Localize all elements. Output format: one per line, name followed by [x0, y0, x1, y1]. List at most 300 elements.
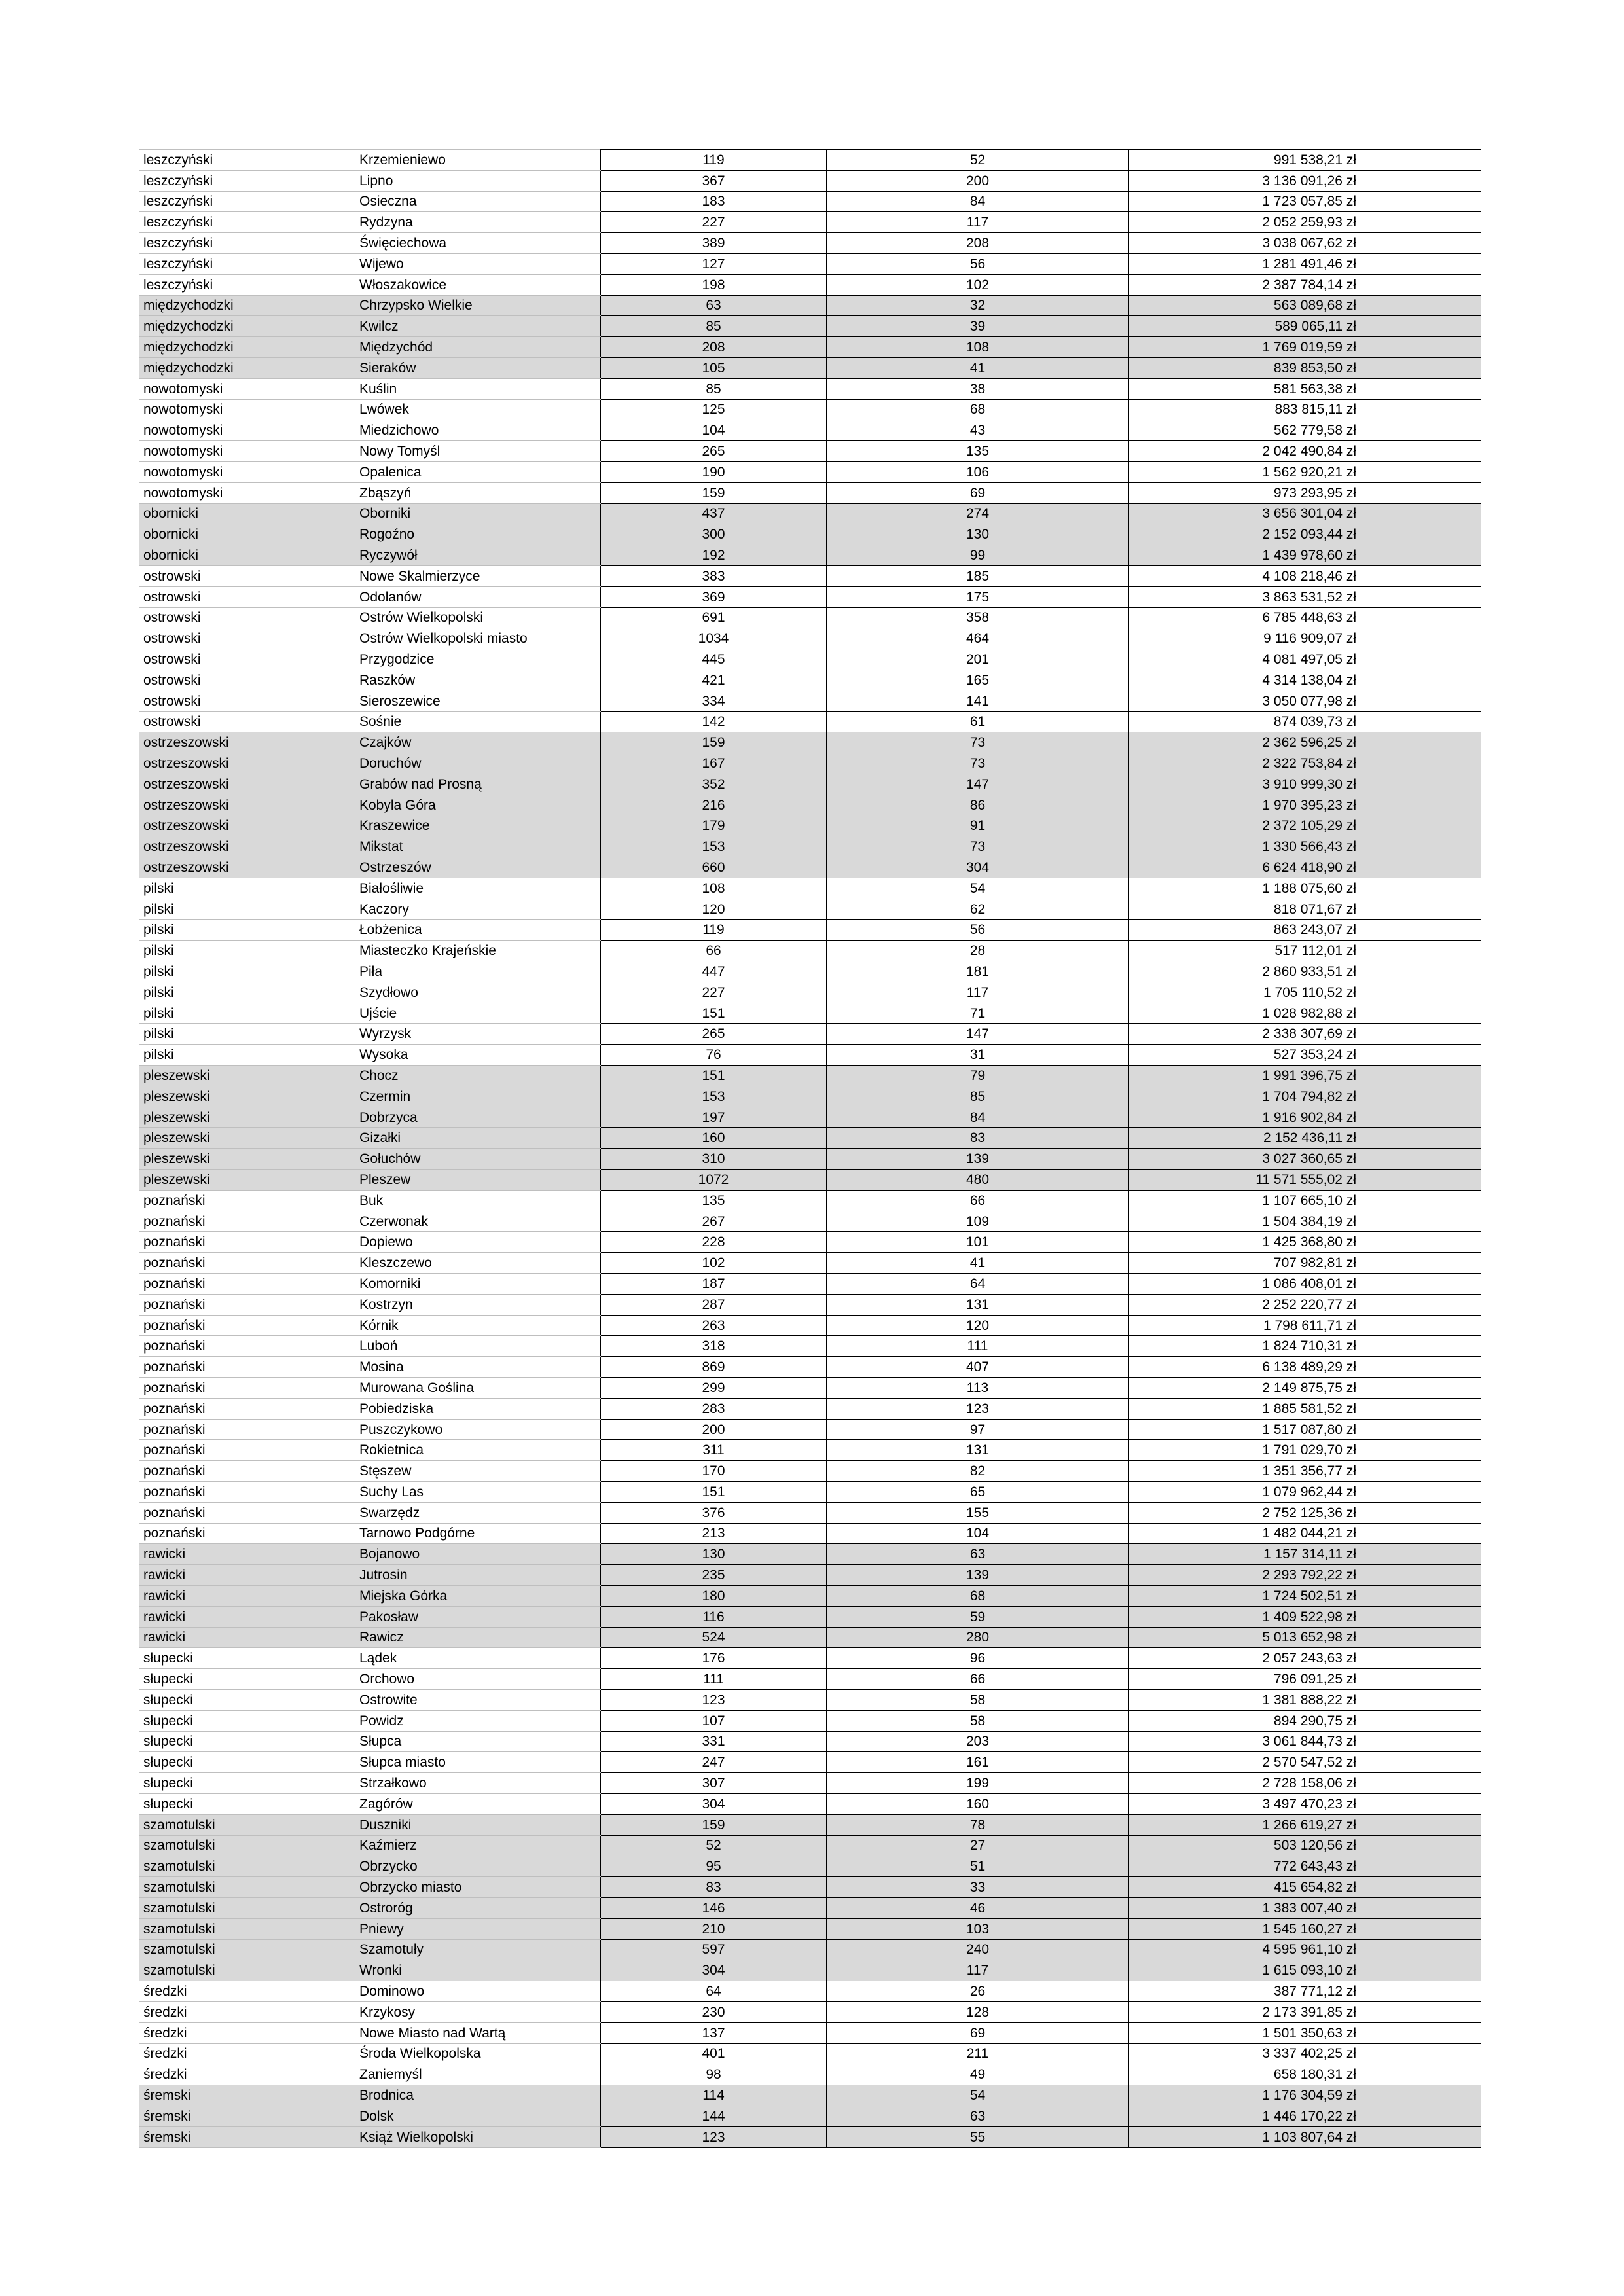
county-cell: poznański [139, 1357, 355, 1378]
count-b-cell: 52 [827, 150, 1129, 171]
table-row [139, 233, 1481, 254]
table-row [139, 774, 1481, 795]
count-b-cell: 33 [827, 1877, 1129, 1898]
count-a-cell: 119 [601, 150, 827, 171]
amount-cell: 9 116 909,07 zł [1129, 628, 1481, 649]
amount-cell: 2 052 259,93 zł [1129, 212, 1481, 233]
county-cell: ostrowski [139, 649, 355, 670]
table-row [139, 857, 1481, 878]
count-a-cell: 304 [601, 1793, 827, 1814]
municipality-cell: Brodnica [355, 2085, 601, 2106]
count-a-cell: 83 [601, 1877, 827, 1898]
count-b-cell: 58 [827, 1689, 1129, 1710]
count-b-cell: 175 [827, 586, 1129, 607]
county-cell: rawicki [139, 1544, 355, 1565]
table-row [139, 1918, 1481, 1939]
count-b-cell: 69 [827, 482, 1129, 503]
count-a-cell: 85 [601, 378, 827, 399]
municipality-cell: Kleszczewo [355, 1253, 601, 1274]
county-cell: poznański [139, 1523, 355, 1544]
municipality-cell: Gołuchów [355, 1149, 601, 1170]
count-a-cell: 52 [601, 1835, 827, 1856]
amount-cell: 3 497 470,23 zł [1129, 1793, 1481, 1814]
table-row [139, 1710, 1481, 1731]
amount-cell: 2 752 125,36 zł [1129, 1502, 1481, 1523]
county-cell: pilski [139, 982, 355, 1003]
count-b-cell: 147 [827, 1024, 1129, 1045]
municipality-cell: Ostrów Wielkopolski [355, 607, 601, 628]
county-cell: poznański [139, 1378, 355, 1399]
table-row [139, 1648, 1481, 1669]
count-a-cell: 111 [601, 1669, 827, 1690]
table-row [139, 1731, 1481, 1752]
county-cell: nowotomyski [139, 461, 355, 482]
amount-cell: 3 337 402,25 zł [1129, 2043, 1481, 2064]
count-b-cell: 208 [827, 233, 1129, 254]
amount-cell: 1 615 093,10 zł [1129, 1960, 1481, 1981]
municipality-cell: Ujście [355, 1003, 601, 1024]
count-b-cell: 155 [827, 1502, 1129, 1523]
count-b-cell: 117 [827, 982, 1129, 1003]
count-b-cell: 65 [827, 1482, 1129, 1503]
count-b-cell: 91 [827, 816, 1129, 836]
municipality-cell: Wysoka [355, 1045, 601, 1066]
municipality-cell: Zbąszyń [355, 482, 601, 503]
county-cell: słupecki [139, 1773, 355, 1794]
municipality-cell: Białośliwie [355, 878, 601, 899]
municipality-cell: Lądek [355, 1648, 601, 1669]
count-b-cell: 73 [827, 836, 1129, 857]
table-row [139, 1814, 1481, 1835]
county-cell: słupecki [139, 1689, 355, 1710]
municipality-cell: Krzykosy [355, 2001, 601, 2022]
table-row [139, 378, 1481, 399]
count-a-cell: 208 [601, 337, 827, 358]
count-b-cell: 130 [827, 524, 1129, 545]
amount-cell: 1 970 395,23 zł [1129, 795, 1481, 816]
count-a-cell: 213 [601, 1523, 827, 1544]
municipality-cell: Wronki [355, 1960, 601, 1981]
count-a-cell: 137 [601, 2022, 827, 2043]
table-row [139, 1419, 1481, 1440]
amount-cell: 415 654,82 zł [1129, 1877, 1481, 1898]
table-row [139, 732, 1481, 753]
municipality-cell: Tarnowo Podgórne [355, 1523, 601, 1544]
table-row [139, 1897, 1481, 1918]
count-b-cell: 41 [827, 1253, 1129, 1274]
table-row [139, 1482, 1481, 1503]
count-b-cell: 106 [827, 461, 1129, 482]
table-row [139, 524, 1481, 545]
count-b-cell: 85 [827, 1086, 1129, 1107]
municipality-cell: Mosina [355, 1357, 601, 1378]
amount-cell: 863 243,07 zł [1129, 920, 1481, 941]
municipality-cell: Książ Wielkopolski [355, 2126, 601, 2147]
county-cell: międzychodzki [139, 295, 355, 316]
county-cell: pleszewski [139, 1128, 355, 1149]
count-a-cell: 170 [601, 1461, 827, 1482]
county-cell: ostrzeszowski [139, 774, 355, 795]
municipality-cell: Dominowo [355, 1981, 601, 2002]
count-a-cell: 216 [601, 795, 827, 816]
county-cell: leszczyński [139, 233, 355, 254]
amount-cell: 1 798 611,71 zł [1129, 1315, 1481, 1336]
amount-cell: 2 570 547,52 zł [1129, 1752, 1481, 1773]
count-a-cell: 597 [601, 1939, 827, 1960]
municipality-cell: Raszków [355, 670, 601, 691]
municipality-cell: Rawicz [355, 1627, 601, 1648]
municipality-cell: Sieroszewice [355, 691, 601, 711]
count-a-cell: 105 [601, 357, 827, 378]
table-row [139, 1939, 1481, 1960]
county-cell: słupecki [139, 1710, 355, 1731]
count-a-cell: 123 [601, 1689, 827, 1710]
county-cell: nowotomyski [139, 420, 355, 441]
table-row [139, 212, 1481, 233]
count-a-cell: 524 [601, 1627, 827, 1648]
table-row [139, 670, 1481, 691]
municipality-cell: Swarzędz [355, 1502, 601, 1523]
table-row [139, 1294, 1481, 1315]
count-a-cell: 1072 [601, 1170, 827, 1191]
count-b-cell: 73 [827, 753, 1129, 774]
table-row [139, 150, 1481, 171]
municipality-cell: Osieczna [355, 191, 601, 212]
count-b-cell: 185 [827, 565, 1129, 586]
county-cell: ostrzeszowski [139, 753, 355, 774]
municipality-cell: Orchowo [355, 1669, 601, 1690]
count-a-cell: 151 [601, 1003, 827, 1024]
count-a-cell: 869 [601, 1357, 827, 1378]
table-row [139, 1086, 1481, 1107]
count-a-cell: 334 [601, 691, 827, 711]
amount-cell: 1 769 019,59 zł [1129, 337, 1481, 358]
municipality-cell: Łobżenica [355, 920, 601, 941]
amount-cell: 3 027 360,65 zł [1129, 1149, 1481, 1170]
amount-cell: 991 538,21 zł [1129, 150, 1481, 171]
count-a-cell: 76 [601, 1045, 827, 1066]
county-cell: szamotulski [139, 1856, 355, 1877]
count-b-cell: 117 [827, 1960, 1129, 1981]
county-cell: pilski [139, 1045, 355, 1066]
table-row [139, 941, 1481, 961]
count-a-cell: 230 [601, 2001, 827, 2022]
county-cell: międzychodzki [139, 337, 355, 358]
count-b-cell: 61 [827, 711, 1129, 732]
municipality-cell: Kórnik [355, 1315, 601, 1336]
amount-cell: 818 071,67 zł [1129, 899, 1481, 920]
table-row [139, 2106, 1481, 2126]
count-a-cell: 144 [601, 2106, 827, 2126]
count-a-cell: 265 [601, 441, 827, 462]
county-cell: ostrzeszowski [139, 732, 355, 753]
county-cell: poznański [139, 1294, 355, 1315]
county-cell: leszczyński [139, 191, 355, 212]
amount-cell: 1 266 619,27 zł [1129, 1814, 1481, 1835]
count-a-cell: 108 [601, 878, 827, 899]
municipality-cell: Duszniki [355, 1814, 601, 1835]
count-a-cell: 104 [601, 420, 827, 441]
municipality-cell: Kostrzyn [355, 1294, 601, 1315]
count-a-cell: 1034 [601, 628, 827, 649]
municipality-cell: Czajków [355, 732, 601, 753]
count-a-cell: 227 [601, 212, 827, 233]
count-b-cell: 201 [827, 649, 1129, 670]
municipality-cell: Ostrzeszów [355, 857, 601, 878]
county-cell: rawicki [139, 1565, 355, 1586]
table-row [139, 399, 1481, 420]
county-cell: średzki [139, 2043, 355, 2064]
amount-cell: 2 152 436,11 zł [1129, 1128, 1481, 1149]
count-a-cell: 125 [601, 399, 827, 420]
municipality-cell: Szamotuły [355, 1939, 601, 1960]
county-cell: szamotulski [139, 1897, 355, 1918]
municipality-cell: Przygodzice [355, 649, 601, 670]
table-row [139, 461, 1481, 482]
municipality-cell: Ostrowite [355, 1689, 601, 1710]
municipality-cell: Święciechowa [355, 233, 601, 254]
table-row [139, 1960, 1481, 1981]
count-a-cell: 190 [601, 461, 827, 482]
amount-cell: 1 824 710,31 zł [1129, 1336, 1481, 1357]
count-b-cell: 82 [827, 1461, 1129, 1482]
count-a-cell: 267 [601, 1211, 827, 1232]
municipality-cell: Puszczykowo [355, 1419, 601, 1440]
amount-cell: 1 351 356,77 zł [1129, 1461, 1481, 1482]
amount-cell: 1 439 978,60 zł [1129, 545, 1481, 566]
count-a-cell: 66 [601, 941, 827, 961]
amount-cell: 883 815,11 zł [1129, 399, 1481, 420]
municipality-cell: Suchy Las [355, 1482, 601, 1503]
amount-cell: 589 065,11 zł [1129, 316, 1481, 337]
amount-cell: 3 038 067,62 zł [1129, 233, 1481, 254]
table-row [139, 628, 1481, 649]
count-a-cell: 445 [601, 649, 827, 670]
county-cell: poznański [139, 1419, 355, 1440]
county-cell: leszczyński [139, 253, 355, 274]
municipality-cell: Obrzycko [355, 1856, 601, 1877]
county-cell: średzki [139, 2022, 355, 2043]
table-row [139, 2043, 1481, 2064]
count-a-cell: 660 [601, 857, 827, 878]
amount-cell: 3 910 999,30 zł [1129, 774, 1481, 795]
municipality-cell: Miasteczko Krajeńskie [355, 941, 601, 961]
municipality-cell: Miedzichowo [355, 420, 601, 441]
county-cell: słupecki [139, 1731, 355, 1752]
municipality-cell: Sieraków [355, 357, 601, 378]
county-cell: poznański [139, 1482, 355, 1503]
table-row [139, 836, 1481, 857]
count-a-cell: 200 [601, 1419, 827, 1440]
table-row [139, 482, 1481, 503]
count-a-cell: 102 [601, 1253, 827, 1274]
county-cell: nowotomyski [139, 378, 355, 399]
table-row [139, 1045, 1481, 1066]
table-row [139, 961, 1481, 982]
county-cell: obornicki [139, 545, 355, 566]
amount-cell: 2 252 220,77 zł [1129, 1294, 1481, 1315]
municipality-cell: Kobyla Góra [355, 795, 601, 816]
count-a-cell: 691 [601, 607, 827, 628]
county-cell: pleszewski [139, 1066, 355, 1086]
table-row [139, 753, 1481, 774]
municipality-cell: Rogoźno [355, 524, 601, 545]
amount-cell: 1 504 384,19 zł [1129, 1211, 1481, 1232]
count-b-cell: 123 [827, 1398, 1129, 1419]
municipality-cell: Pniewy [355, 1918, 601, 1939]
amount-cell: 2 042 490,84 zł [1129, 441, 1481, 462]
table-row [139, 1003, 1481, 1024]
municipality-cell: Zagórów [355, 1793, 601, 1814]
count-b-cell: 103 [827, 1918, 1129, 1939]
table-row [139, 1440, 1481, 1461]
county-cell: ostrowski [139, 691, 355, 711]
municipality-cell: Opalenica [355, 461, 601, 482]
table-row [139, 711, 1481, 732]
amount-cell: 4 314 138,04 zł [1129, 670, 1481, 691]
amount-cell: 1 482 044,21 zł [1129, 1523, 1481, 1544]
count-b-cell: 199 [827, 1773, 1129, 1794]
count-a-cell: 130 [601, 1544, 827, 1565]
amount-cell: 6 138 489,29 zł [1129, 1357, 1481, 1378]
count-b-cell: 51 [827, 1856, 1129, 1877]
table-row [139, 274, 1481, 295]
amount-cell: 387 771,12 zł [1129, 1981, 1481, 2002]
amount-cell: 1 446 170,22 zł [1129, 2106, 1481, 2126]
amount-cell: 658 180,31 zł [1129, 2064, 1481, 2085]
county-cell: poznański [139, 1398, 355, 1419]
count-b-cell: 86 [827, 795, 1129, 816]
county-cell: średzki [139, 2064, 355, 2085]
municipality-cell: Dopiewo [355, 1232, 601, 1253]
count-b-cell: 147 [827, 774, 1129, 795]
count-a-cell: 311 [601, 1440, 827, 1461]
count-b-cell: 71 [827, 1003, 1129, 1024]
count-b-cell: 108 [827, 337, 1129, 358]
amount-cell: 562 779,58 zł [1129, 420, 1481, 441]
amount-cell: 894 290,75 zł [1129, 1710, 1481, 1731]
county-cell: pleszewski [139, 1086, 355, 1107]
table-row [139, 1149, 1481, 1170]
amount-cell: 2 728 158,06 zł [1129, 1773, 1481, 1794]
municipality-cell: Grabów nad Prosną [355, 774, 601, 795]
count-a-cell: 376 [601, 1502, 827, 1523]
count-b-cell: 56 [827, 920, 1129, 941]
count-b-cell: 141 [827, 691, 1129, 711]
count-b-cell: 135 [827, 441, 1129, 462]
table-row [139, 2085, 1481, 2106]
count-b-cell: 41 [827, 357, 1129, 378]
county-cell: poznański [139, 1461, 355, 1482]
county-cell: leszczyński [139, 170, 355, 191]
municipality-cell: Stęszew [355, 1461, 601, 1482]
count-a-cell: 331 [601, 1731, 827, 1752]
count-a-cell: 114 [601, 2085, 827, 2106]
table-row [139, 441, 1481, 462]
municipality-cell: Miejska Górka [355, 1585, 601, 1606]
amount-cell: 1 086 408,01 zł [1129, 1274, 1481, 1295]
count-b-cell: 49 [827, 2064, 1129, 2085]
municipality-cell: Murowana Goślina [355, 1378, 601, 1399]
county-cell: pleszewski [139, 1170, 355, 1191]
county-cell: śremski [139, 2085, 355, 2106]
municipality-cell: Słupca [355, 1731, 601, 1752]
table-row [139, 920, 1481, 941]
count-a-cell: 401 [601, 2043, 827, 2064]
amount-cell: 4 081 497,05 zł [1129, 649, 1481, 670]
count-a-cell: 307 [601, 1773, 827, 1794]
amount-cell: 2 152 093,44 zł [1129, 524, 1481, 545]
count-a-cell: 64 [601, 1981, 827, 2002]
amount-cell: 2 322 753,84 zł [1129, 753, 1481, 774]
table-row [139, 1066, 1481, 1086]
municipality-cell: Powidz [355, 1710, 601, 1731]
municipality-cell: Chocz [355, 1066, 601, 1086]
table-row [139, 2001, 1481, 2022]
municipality-cell: Zaniemyśl [355, 2064, 601, 2085]
county-cell: obornicki [139, 524, 355, 545]
table-row [139, 1190, 1481, 1211]
municipality-cell: Sośnie [355, 711, 601, 732]
municipality-cell: Kraszewice [355, 816, 601, 836]
amount-cell: 1 991 396,75 zł [1129, 1066, 1481, 1086]
count-b-cell: 160 [827, 1793, 1129, 1814]
table-row [139, 1315, 1481, 1336]
municipality-cell: Włoszakowice [355, 274, 601, 295]
count-b-cell: 59 [827, 1606, 1129, 1627]
amount-cell: 1 723 057,85 zł [1129, 191, 1481, 212]
count-b-cell: 128 [827, 2001, 1129, 2022]
county-cell: pilski [139, 961, 355, 982]
count-a-cell: 437 [601, 503, 827, 524]
municipality-cell: Lwówek [355, 399, 601, 420]
amount-cell: 2 860 933,51 zł [1129, 961, 1481, 982]
table-row [139, 1024, 1481, 1045]
amount-cell: 2 372 105,29 zł [1129, 816, 1481, 836]
table-row [139, 295, 1481, 316]
county-cell: ostrzeszowski [139, 836, 355, 857]
count-b-cell: 26 [827, 1981, 1129, 2002]
county-cell: szamotulski [139, 1939, 355, 1960]
count-a-cell: 153 [601, 836, 827, 857]
municipality-cell: Wijewo [355, 253, 601, 274]
county-cell: ostrowski [139, 565, 355, 586]
amount-cell: 1 103 807,64 zł [1129, 2126, 1481, 2147]
amount-cell: 1 545 160,27 zł [1129, 1918, 1481, 1939]
municipality-cell: Ostroróg [355, 1897, 601, 1918]
count-a-cell: 421 [601, 670, 827, 691]
count-b-cell: 200 [827, 170, 1129, 191]
count-b-cell: 69 [827, 2022, 1129, 2043]
county-cell: poznański [139, 1232, 355, 1253]
municipality-cell: Dobrzyca [355, 1107, 601, 1128]
municipality-cell: Piła [355, 961, 601, 982]
table-row [139, 1398, 1481, 1419]
count-a-cell: 180 [601, 1585, 827, 1606]
municipality-cell: Ryczywół [355, 545, 601, 566]
table-row [139, 982, 1481, 1003]
count-b-cell: 55 [827, 2126, 1129, 2147]
table-body [139, 150, 1481, 2148]
municipality-cell: Buk [355, 1190, 601, 1211]
count-a-cell: 352 [601, 774, 827, 795]
table-row [139, 1502, 1481, 1523]
count-a-cell: 318 [601, 1336, 827, 1357]
county-cell: pilski [139, 920, 355, 941]
count-a-cell: 283 [601, 1398, 827, 1419]
table-row [139, 1107, 1481, 1128]
county-cell: poznański [139, 1315, 355, 1336]
